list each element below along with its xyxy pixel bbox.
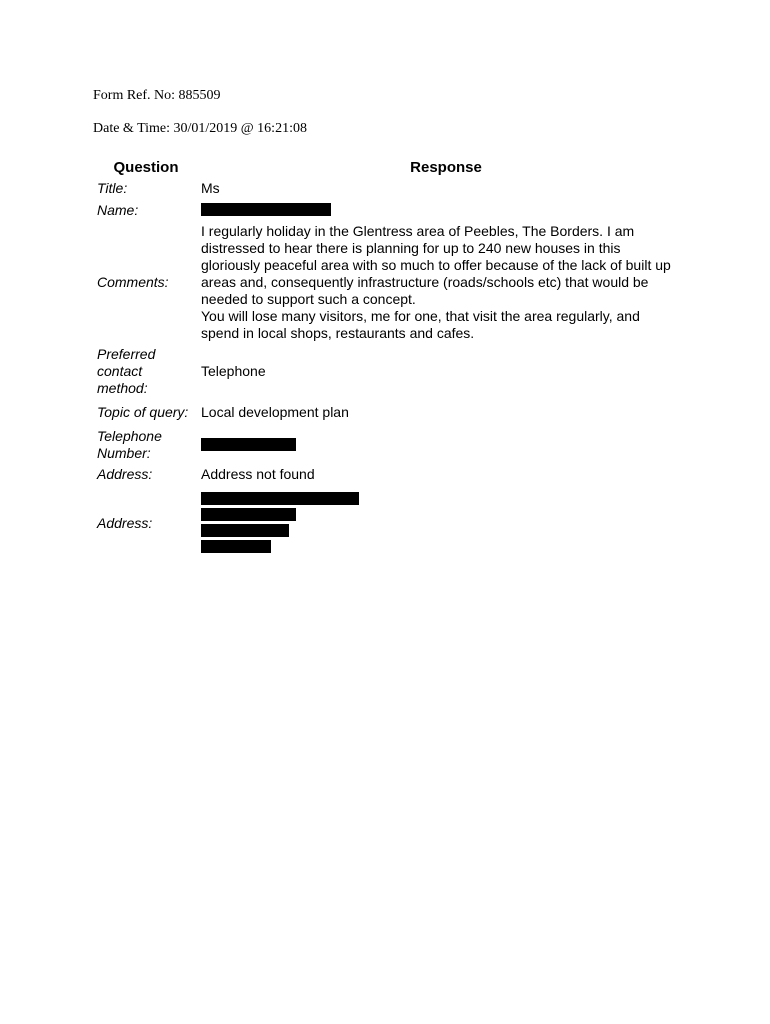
redaction-bar — [201, 492, 359, 505]
address-label: Address: — [97, 466, 153, 482]
question-column-header: Question — [113, 158, 179, 176]
telephone-label: Telephone Number: — [97, 428, 162, 461]
topic-label: Topic of query: — [97, 404, 189, 420]
contact-method-value: Telephone — [201, 363, 266, 379]
submission-datetime: Date & Time: 30/01/2019 @ 16:21:08 — [93, 121, 307, 136]
form-reference: Form Ref. No: 885509 — [93, 88, 221, 103]
comments-label: Comments: — [97, 274, 169, 290]
title-value: Ms — [201, 180, 220, 196]
title-label: Title: — [97, 180, 128, 196]
name-value — [199, 199, 693, 221]
table-row-name — [93, 199, 693, 221]
response-table-container — [93, 156, 693, 558]
topic-value: Local development plan — [201, 404, 349, 420]
table-row-telephone — [93, 426, 693, 464]
redaction-bar — [201, 524, 289, 537]
table-row-address-redacted — [93, 488, 693, 558]
address-redacted-value — [199, 488, 693, 558]
response-table — [93, 156, 693, 558]
contact-method-label: Preferred contact method: — [97, 346, 156, 396]
redaction-bar — [201, 203, 331, 216]
comments-value: I regularly holiday in the Glentress area of Peebles, The Borders. I am distressed to hear there is planning for up to 240 new houses in this gloriously peaceful area with so much to offer because of the lack of built up areas and, consequently infrastructure (roads/schools etc) that would be needed to support such a concept. You will lose many visitors, me for one, that visit the area regularly, and spend in local shops, restaurants and cafes. — [201, 223, 671, 341]
table-header-row — [93, 156, 693, 178]
redaction-bar — [201, 438, 296, 451]
table-row-topic — [93, 402, 693, 426]
table-row-address — [93, 464, 693, 488]
redaction-bar — [201, 508, 296, 521]
table-row-contact-method — [93, 344, 693, 402]
table-row-title — [93, 178, 693, 199]
response-column-header: Response — [410, 158, 482, 176]
table-row-comments — [93, 221, 693, 344]
address-redacted-label: Address: — [97, 514, 153, 531]
telephone-value — [199, 426, 693, 464]
name-label: Name: — [97, 201, 139, 218]
redaction-bar — [201, 540, 271, 553]
address-value: Address not found — [201, 466, 315, 482]
